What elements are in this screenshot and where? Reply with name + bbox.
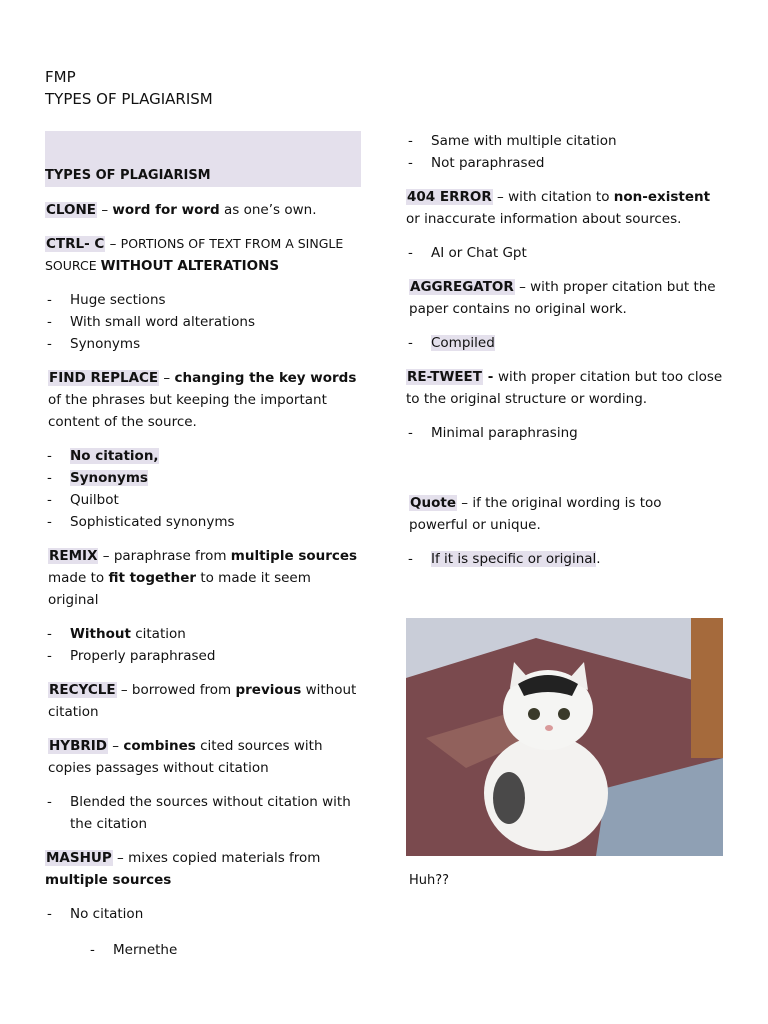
hybrid-list	[45, 791, 363, 835]
list-item: - AI or Chat Gpt	[406, 242, 724, 264]
quote-definition: Quote – if the original wording is too powerful or unique.	[409, 495, 662, 533]
hybrid-definition: HYBRID – combines cited sources with copies passages without citation	[48, 738, 323, 776]
section-band	[45, 131, 361, 187]
list-item: - Properly paraphrased	[45, 645, 363, 667]
list-item: - Compiled	[406, 332, 724, 354]
find-replace-list	[45, 445, 363, 533]
term-remix: REMIX	[49, 548, 98, 564]
term-mashup: MASHUP	[46, 850, 112, 866]
term-aggregator: AGGREGATOR	[410, 279, 514, 295]
photo-furniture	[691, 618, 723, 758]
retweet-list	[406, 422, 724, 444]
term-clone: CLONE	[46, 202, 97, 218]
left-column	[45, 131, 363, 973]
error-404-definition: 404 ERROR – with citation to non-existent or inaccurate information about sources.	[406, 189, 711, 227]
list-item: - If it is specific or original.	[406, 548, 724, 570]
document-header	[45, 66, 213, 110]
remix-definition: REMIX – paraphrase from multiple sources made to fit together to made it seem original	[48, 548, 358, 608]
header-line-2: TYPES OF PLAGIARISM	[45, 90, 213, 108]
ctrlc-list	[45, 289, 363, 355]
list-item: - No citation	[45, 903, 363, 925]
retweet-definition: RE-TWEET - with proper citation but too close to the original structure or wording.	[406, 369, 723, 407]
top-list	[406, 130, 724, 174]
error-404-list	[406, 242, 724, 264]
term-recycle: RECYCLE	[49, 682, 116, 698]
term-quote: Quote	[410, 495, 456, 511]
list-item: - Without citation	[45, 623, 363, 645]
recycle-definition: RECYCLE – borrowed from previous without citation	[48, 682, 357, 720]
list-item: - Huge sections	[45, 289, 363, 311]
term-ctrlc: CTRL- C	[46, 236, 105, 252]
aggregator-list	[406, 332, 724, 354]
ctrlc-definition: CTRL- C – PORTIONS OF TEXT FROM A SINGLE SOURCE WITHOUT ALTERATIONS	[45, 236, 344, 274]
list-item: - With small word alterations	[45, 311, 363, 333]
quote-list	[406, 548, 724, 570]
mashup-list	[45, 903, 363, 925]
mashup-definition: MASHUP – mixes copied materials from multiple sources	[45, 850, 321, 888]
right-column	[406, 130, 724, 892]
remix-list	[45, 623, 363, 667]
list-item: - Same with multiple citation	[406, 130, 724, 152]
clone-definition: CLONE – word for word as one’s own.	[46, 202, 317, 218]
list-item: - Sophisticated synonyms	[45, 511, 363, 533]
list-item: - Not paraphrased	[406, 152, 724, 174]
list-item: - Quilbot	[45, 489, 363, 511]
cat-photo	[406, 618, 723, 856]
mashup-sublist	[45, 939, 363, 961]
term-404-error: 404 ERROR	[407, 189, 492, 205]
list-item: - Blended the sources without citation with the citation	[45, 791, 363, 835]
find-replace-definition: FIND REPLACE – changing the key words of the phrases but keeping the important content of the source.	[48, 370, 357, 430]
list-item: - Synonyms	[45, 467, 363, 489]
list-item: - Minimal paraphrasing	[406, 422, 724, 444]
list-item: - Synonyms	[45, 333, 363, 355]
photo-caption: Huh??	[409, 873, 450, 888]
header-line-1: FMP	[45, 68, 76, 86]
list-item: - Mernethe	[45, 939, 363, 961]
term-retweet: RE-TWEET	[407, 369, 482, 385]
list-item: - No citation,	[45, 445, 363, 467]
term-hybrid: HYBRID	[49, 738, 107, 754]
section-title: TYPES OF PLAGIARISM	[45, 168, 211, 183]
aggregator-definition: AGGREGATOR – with proper citation but the paper contains no original work.	[409, 279, 716, 317]
term-find-replace: FIND REPLACE	[49, 370, 159, 386]
